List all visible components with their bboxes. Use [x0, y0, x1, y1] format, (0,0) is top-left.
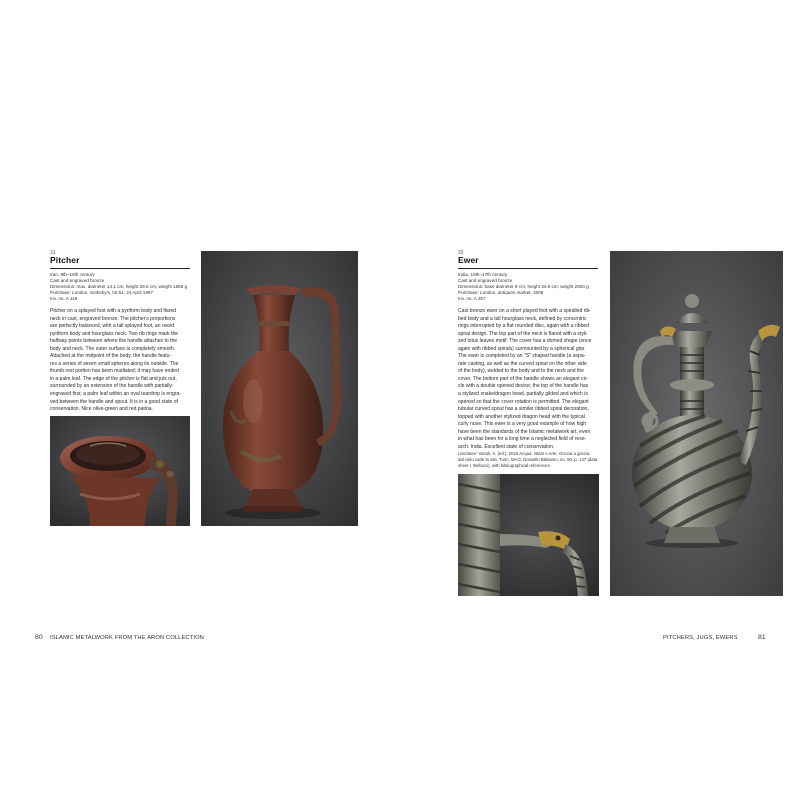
page-number: 81 — [758, 634, 766, 641]
text-line: Pitcher on a splayed foot with a pyriform body and flared — [50, 308, 176, 314]
entry-description — [50, 308, 181, 414]
text-line: Attached at the midpoint of the body, the handle featu- — [50, 353, 172, 360]
meta-line: Iran, 9th–10th century — [50, 272, 95, 277]
text-line: rings interrupted by a flat rounded disc, again with a ribbed — [458, 323, 590, 330]
text-line: again with ribbed spirals) surmounted by a spherical grip. — [458, 345, 586, 352]
text-line: have been the standards of the Islamic metalwork art, even — [458, 428, 591, 435]
running-head: PITCHERS, JUGS, EWERS — [663, 635, 738, 641]
meta-line: Cast and engraved bronze — [50, 278, 105, 284]
ewer-photo — [610, 251, 783, 596]
meta-line: Inv. no. A 118 — [50, 296, 78, 302]
text-line: conservation. Nice olive-green and red patina. — [50, 406, 153, 413]
literature-line: dal cielo cade la vita, Turin, MAO, Dossello Balsamo, no. 90, p. 147 (data — [458, 457, 598, 462]
text-line: tubular curved spout has a similar ribbed spiral decoration, — [458, 406, 589, 413]
text-line: pyriform body and hourglass neck. Two rib rings mark the — [50, 330, 179, 337]
text-line: body and neck. The outer surface is completely smooth. — [50, 345, 176, 352]
meta-line: Dimensions: base diameter 9 cm; height 34.8 cm; weight 2920 g — [458, 284, 589, 290]
text-line: in what has been for a long time a neglected field of rese- — [458, 436, 587, 443]
object-metadata — [458, 272, 589, 302]
title-rule — [458, 268, 598, 269]
entry-title: Ewer — [458, 255, 479, 265]
literature-line: Literature: Vanoli, A. (ed.), 2019 Acqua, Islam e Arte. Goccia a goccia — [458, 451, 590, 456]
literature-line: sheet I. Bellucci), with bibliographical references. — [458, 463, 551, 468]
text-line: zed lotus leaves motif. The cover has a domed shape (once — [458, 338, 592, 345]
text-line: topped with another stylized dragon head with the typical — [458, 413, 585, 420]
entry-number: 31 — [50, 250, 56, 256]
text-line: curly nose. This ewer is a very good example of how high — [458, 421, 587, 428]
text-line: arch: India. Excellent state of conservation. — [458, 443, 555, 450]
page-number: 80 — [35, 634, 43, 641]
meta-line: Purchase: London, Sotheby's, lot 54, 24 April 1997 — [50, 290, 154, 296]
text-line: opened so that the cover rotation is permitted. The elegant — [458, 398, 589, 405]
text-line: bed body and a tall hourglass neck, defined by concentric — [458, 315, 587, 322]
text-line: cover. The bottom part of the handle shows an elegant cir- — [458, 375, 589, 382]
object-metadata — [50, 272, 187, 302]
text-line: in a palm leaf. The edge of the pitcher is flat and juts out, — [50, 375, 177, 382]
text-line: res a series of seven small spheres along its outside. The — [50, 360, 179, 367]
text-line: Cast bronze ewer on a short played foot with a spiralled rib- — [458, 308, 591, 314]
text-line: halfway points between where the handle attaches to the — [50, 338, 178, 345]
text-line: a stylized snake/dragon head, partially gilded and which is — [458, 391, 588, 398]
text-line: thumb rest portion has been mutilated; it may have ended — [50, 368, 179, 375]
entry-number: 32 — [458, 250, 464, 256]
text-line: engraved fins; a palm leaf within an oval teardrop is engra- — [50, 391, 182, 398]
meta-line: Inv. no. A 257 — [458, 296, 486, 302]
text-line: The ewer is completed by an "S" shaped handle (a sepa- — [458, 353, 586, 360]
entry-title: Pitcher — [50, 255, 80, 265]
text-line: surrounded by an extension of the handle with partially- — [50, 383, 174, 390]
pitcher-photo — [201, 251, 358, 526]
meta-line: India, 16th–17th century — [458, 272, 508, 277]
literature-note — [458, 451, 597, 469]
pitcher-detail-photo — [50, 416, 190, 526]
title-rule — [50, 268, 190, 269]
meta-line: Cast and engraved bronze — [458, 278, 513, 284]
running-head: ISLAMIC METALWORK FROM THE ARON COLLECTION — [50, 635, 204, 641]
text-line: rate casting, as well as the curved spout on the other side — [458, 360, 587, 367]
meta-line: Purchase: London, antiques market, 2008 — [458, 290, 544, 296]
text-line: neck in cast, engraved bronze. The pitcher's proportions — [50, 315, 176, 322]
text-line: of the body), welded to the body and to the neck and the — [458, 368, 584, 375]
ewer-detail-photo — [458, 474, 599, 596]
text-line: cle with a double opened device; the top of the handle has — [458, 383, 589, 390]
entry-description — [458, 308, 591, 451]
text-line: are perfectly balanced, with a tall splayed foot, an ovoid — [50, 323, 175, 330]
text-line: spiral design. The top part of the neck is flared with a styli- — [458, 330, 588, 337]
meta-line: Dimensions: max. diameter 14.1 cm; height 29.8 cm; weight 1566 g — [50, 284, 188, 290]
text-line: ved between the handle and spout. It is in a good state of — [50, 398, 178, 405]
